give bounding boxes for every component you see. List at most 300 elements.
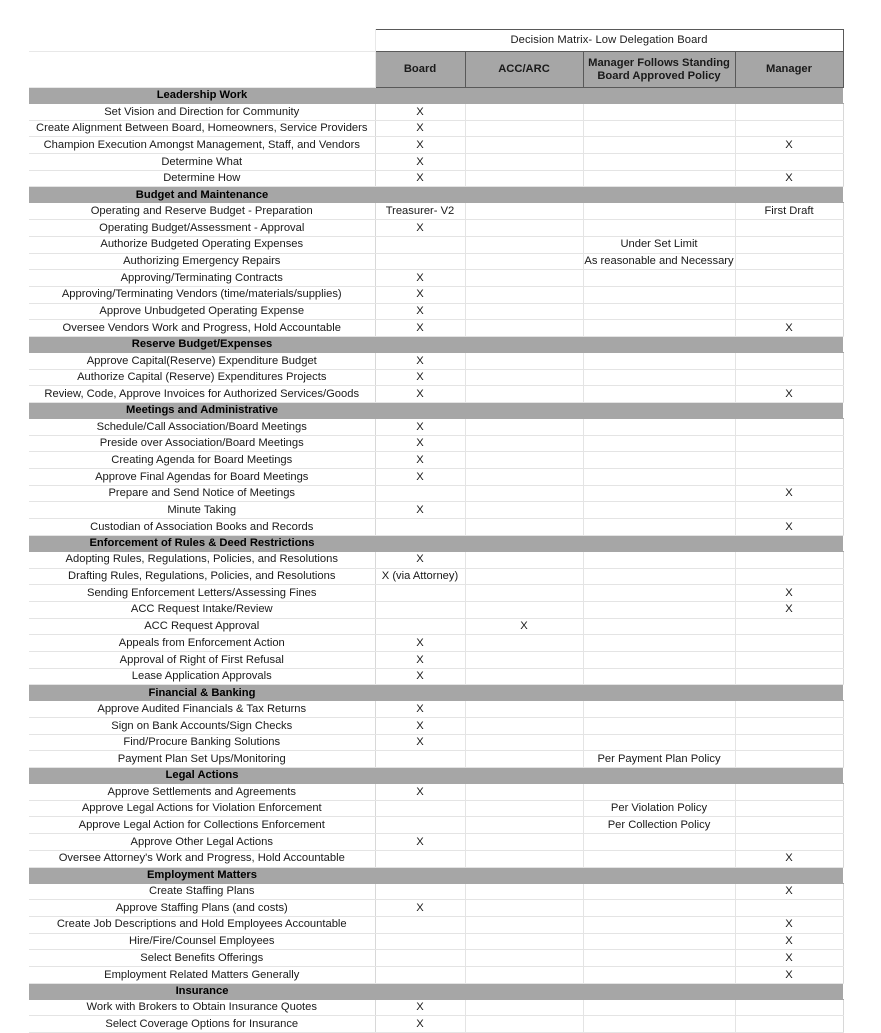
task-label: Review, Code, Approve Invoices for Authorized Services/Goods (29, 386, 375, 403)
cell-manager: X (735, 966, 843, 983)
cell-board: X (375, 435, 465, 452)
cell-board (375, 751, 465, 768)
section-band-fill (375, 336, 843, 352)
table-row (29, 834, 843, 851)
cell-policy (583, 485, 735, 502)
cell-policy (583, 618, 735, 635)
cell-board: X (375, 303, 465, 320)
task-label: Approve Legal Action for Collections Enforcement (29, 817, 375, 834)
cell-acc (465, 718, 583, 735)
cell-board: X (375, 286, 465, 303)
cell-board: X (375, 270, 465, 287)
section-title: Insurance (29, 983, 375, 999)
cell-manager (735, 452, 843, 469)
task-label: Approval of Right of First Refusal (29, 651, 375, 668)
cell-acc (465, 834, 583, 851)
task-label: Work with Brokers to Obtain Insurance Quotes (29, 999, 375, 1016)
cell-policy (583, 551, 735, 568)
cell-manager (735, 900, 843, 917)
task-label: Select Benefits Offerings (29, 950, 375, 967)
table-row (29, 320, 843, 337)
table-row (29, 452, 843, 469)
task-label: Preside over Association/Board Meetings (29, 435, 375, 452)
section-header-row (29, 336, 843, 352)
task-label: Schedule/Call Association/Board Meetings (29, 419, 375, 436)
section-header-row (29, 867, 843, 883)
cell-acc (465, 154, 583, 171)
task-label: Determine How (29, 170, 375, 187)
cell-acc (465, 800, 583, 817)
section-header-row (29, 983, 843, 999)
cell-policy (583, 519, 735, 536)
task-label: Oversee Attorney's Work and Progress, Hold Accountable (29, 850, 375, 867)
cell-manager: X (735, 916, 843, 933)
cell-manager (735, 817, 843, 834)
section-title: Employment Matters (29, 867, 375, 883)
cell-board: X (375, 154, 465, 171)
column-header-row (29, 52, 843, 88)
cell-policy (583, 701, 735, 718)
cell-policy: Per Violation Policy (583, 800, 735, 817)
cell-board: X (375, 784, 465, 801)
cell-acc (465, 485, 583, 502)
cell-manager (735, 352, 843, 369)
cell-board: X (375, 137, 465, 154)
table-row (29, 718, 843, 735)
cell-board: X (375, 320, 465, 337)
cell-manager: X (735, 933, 843, 950)
task-label: ACC Request Approval (29, 618, 375, 635)
task-label: Drafting Rules, Regulations, Policies, and Resolutions (29, 568, 375, 585)
cell-board (375, 916, 465, 933)
cell-policy (583, 303, 735, 320)
cell-policy (583, 850, 735, 867)
cell-board (375, 618, 465, 635)
cell-policy (583, 900, 735, 917)
task-label: Prepare and Send Notice of Meetings (29, 485, 375, 502)
table-row (29, 236, 843, 253)
section-title: Budget and Maintenance (29, 187, 375, 203)
section-header-row (29, 535, 843, 551)
table-row (29, 253, 843, 270)
cell-board: X (375, 120, 465, 137)
cell-acc (465, 701, 583, 718)
cell-manager (735, 154, 843, 171)
cell-policy (583, 950, 735, 967)
table-row (29, 817, 843, 834)
cell-policy (583, 651, 735, 668)
table-row (29, 170, 843, 187)
task-label: Approve Capital(Reserve) Expenditure Budget (29, 352, 375, 369)
matrix-title: Decision Matrix- Low Delegation Board (375, 30, 843, 52)
table-row (29, 883, 843, 900)
section-band-fill (375, 535, 843, 551)
cell-acc (465, 170, 583, 187)
task-label: Create Job Descriptions and Hold Employees Accountable (29, 916, 375, 933)
table-row (29, 435, 843, 452)
cell-manager (735, 718, 843, 735)
task-label: Sign on Bank Accounts/Sign Checks (29, 718, 375, 735)
cell-board (375, 601, 465, 618)
task-label: Set Vision and Direction for Community (29, 104, 375, 121)
task-label: Authorizing Emergency Repairs (29, 253, 375, 270)
cell-policy (583, 369, 735, 386)
table-row (29, 701, 843, 718)
cell-policy: Per Collection Policy (583, 817, 735, 834)
table-row (29, 800, 843, 817)
cell-manager: X (735, 170, 843, 187)
task-label: Approve Final Agendas for Board Meetings (29, 469, 375, 486)
column-header-manager[interactable]: Manager (735, 52, 843, 88)
cell-manager: X (735, 585, 843, 602)
decision-matrix-sheet (29, 29, 843, 1033)
cell-acc (465, 734, 583, 751)
cell-acc (465, 386, 583, 403)
section-header-row (29, 403, 843, 419)
task-label: Adopting Rules, Regulations, Policies, and Resolutions (29, 551, 375, 568)
cell-manager: X (735, 137, 843, 154)
task-label: Champion Execution Amongst Management, Staff, and Vendors (29, 137, 375, 154)
cell-acc (465, 635, 583, 652)
section-band-fill (375, 983, 843, 999)
cell-policy: Under Set Limit (583, 236, 735, 253)
cell-acc (465, 551, 583, 568)
cell-manager (735, 502, 843, 519)
table-row (29, 784, 843, 801)
cell-acc (465, 303, 583, 320)
task-label: Approve Unbudgeted Operating Expense (29, 303, 375, 320)
cell-manager (735, 701, 843, 718)
cell-manager (735, 236, 843, 253)
cell-policy (583, 469, 735, 486)
cell-policy (583, 270, 735, 287)
cell-acc (465, 568, 583, 585)
cell-acc (465, 817, 583, 834)
table-row (29, 900, 843, 917)
cell-acc (465, 601, 583, 618)
cell-board: X (375, 701, 465, 718)
cell-manager (735, 568, 843, 585)
cell-manager (735, 270, 843, 287)
cell-board: X (375, 734, 465, 751)
table-row (29, 751, 843, 768)
cell-acc (465, 452, 583, 469)
cell-policy (583, 320, 735, 337)
task-label: Authorize Budgeted Operating Expenses (29, 236, 375, 253)
cell-board (375, 800, 465, 817)
cell-board: X (375, 170, 465, 187)
cell-acc (465, 270, 583, 287)
section-band-fill (375, 88, 843, 104)
cell-board (375, 585, 465, 602)
cell-acc: X (465, 618, 583, 635)
cell-acc (465, 203, 583, 220)
cell-policy (583, 435, 735, 452)
task-label: Approving/Terminating Vendors (time/materials/supplies) (29, 286, 375, 303)
column-header-board[interactable]: Board (375, 52, 465, 88)
task-label: Operating and Reserve Budget - Preparation (29, 203, 375, 220)
cell-board (375, 519, 465, 536)
cell-acc (465, 883, 583, 900)
cell-acc (465, 137, 583, 154)
cell-board: Treasurer- V2 (375, 203, 465, 220)
column-header-policy[interactable]: Manager Follows Standing Board Approved Policy (583, 52, 735, 88)
cell-board (375, 850, 465, 867)
table-row (29, 485, 843, 502)
table-row (29, 369, 843, 386)
cell-board: X (375, 386, 465, 403)
cell-board: X (375, 999, 465, 1016)
table-row (29, 651, 843, 668)
cell-acc (465, 784, 583, 801)
task-label: Creating Agenda for Board Meetings (29, 452, 375, 469)
cell-policy (583, 286, 735, 303)
cell-manager (735, 104, 843, 121)
cell-acc (465, 435, 583, 452)
cell-acc (465, 369, 583, 386)
cell-acc (465, 519, 583, 536)
cell-manager (735, 784, 843, 801)
task-label: Approve Staffing Plans (and costs) (29, 900, 375, 917)
cell-acc (465, 286, 583, 303)
cell-policy (583, 784, 735, 801)
cell-manager: First Draft (735, 203, 843, 220)
cell-policy (583, 834, 735, 851)
cell-policy (583, 585, 735, 602)
table-row (29, 585, 843, 602)
column-header-acc[interactable]: ACC/ARC (465, 52, 583, 88)
matrix-title-row (29, 30, 843, 52)
section-header-row (29, 685, 843, 701)
cell-board: X (375, 635, 465, 652)
section-title: Financial & Banking (29, 685, 375, 701)
cell-policy (583, 916, 735, 933)
cell-acc (465, 900, 583, 917)
cell-acc (465, 651, 583, 668)
cell-manager: X (735, 950, 843, 967)
table-row (29, 303, 843, 320)
cell-policy (583, 452, 735, 469)
cell-acc (465, 933, 583, 950)
cell-policy (583, 203, 735, 220)
cell-acc (465, 236, 583, 253)
cell-board: X (375, 551, 465, 568)
section-title: Enforcement of Rules & Deed Restrictions (29, 535, 375, 551)
cell-manager (735, 834, 843, 851)
table-row (29, 203, 843, 220)
cell-policy (583, 137, 735, 154)
section-header-row (29, 187, 843, 203)
cell-policy (583, 718, 735, 735)
cell-acc (465, 104, 583, 121)
table-row (29, 502, 843, 519)
task-label: Find/Procure Banking Solutions (29, 734, 375, 751)
cell-policy (583, 104, 735, 121)
task-label: Create Staffing Plans (29, 883, 375, 900)
task-label: Approve Audited Financials & Tax Returns (29, 701, 375, 718)
table-row (29, 270, 843, 287)
cell-board (375, 236, 465, 253)
task-label: Approving/Terminating Contracts (29, 270, 375, 287)
cell-manager (735, 435, 843, 452)
cell-board: X (375, 1016, 465, 1033)
cell-acc (465, 668, 583, 685)
table-row (29, 469, 843, 486)
cell-acc (465, 966, 583, 983)
table-row (29, 635, 843, 652)
cell-manager (735, 734, 843, 751)
table-row (29, 220, 843, 237)
cell-acc (465, 850, 583, 867)
task-label: Approve Other Legal Actions (29, 834, 375, 851)
cell-policy (583, 966, 735, 983)
table-row (29, 419, 843, 436)
title-row-spacer (29, 30, 375, 52)
cell-board (375, 253, 465, 270)
cell-board: X (375, 220, 465, 237)
cell-policy: As reasonable and Necessary (583, 253, 735, 270)
cell-policy (583, 933, 735, 950)
table-row (29, 668, 843, 685)
cell-board: X (375, 469, 465, 486)
cell-acc (465, 352, 583, 369)
cell-manager (735, 369, 843, 386)
task-label: Lease Application Approvals (29, 668, 375, 685)
task-label: Create Alignment Between Board, Homeowners, Service Providers (29, 120, 375, 137)
cell-manager (735, 120, 843, 137)
section-title: Meetings and Administrative (29, 403, 375, 419)
task-label: Sending Enforcement Letters/Assessing Fines (29, 585, 375, 602)
section-header-row (29, 768, 843, 784)
task-label: Determine What (29, 154, 375, 171)
cell-board: X (375, 834, 465, 851)
column-header-spacer (29, 52, 375, 88)
table-row (29, 120, 843, 137)
cell-policy (583, 352, 735, 369)
cell-policy (583, 502, 735, 519)
section-band-fill (375, 768, 843, 784)
cell-manager (735, 800, 843, 817)
cell-manager (735, 419, 843, 436)
task-label: Oversee Vendors Work and Progress, Hold Accountable (29, 320, 375, 337)
cell-manager (735, 469, 843, 486)
cell-policy: Per Payment Plan Policy (583, 751, 735, 768)
cell-manager (735, 651, 843, 668)
cell-manager: X (735, 883, 843, 900)
table-row (29, 352, 843, 369)
task-label: Authorize Capital (Reserve) Expenditures Projects (29, 369, 375, 386)
cell-acc (465, 999, 583, 1016)
cell-manager (735, 635, 843, 652)
section-title: Legal Actions (29, 768, 375, 784)
cell-board (375, 485, 465, 502)
cell-policy (583, 601, 735, 618)
cell-policy (583, 154, 735, 171)
task-label: Hire/Fire/Counsel Employees (29, 933, 375, 950)
task-label: Custodian of Association Books and Records (29, 519, 375, 536)
table-row (29, 950, 843, 967)
cell-board (375, 966, 465, 983)
cell-manager (735, 668, 843, 685)
cell-acc (465, 950, 583, 967)
cell-policy (583, 668, 735, 685)
table-row (29, 999, 843, 1016)
cell-manager (735, 286, 843, 303)
table-row (29, 850, 843, 867)
cell-manager (735, 220, 843, 237)
cell-manager (735, 551, 843, 568)
cell-policy (583, 170, 735, 187)
cell-manager: X (735, 601, 843, 618)
cell-policy (583, 120, 735, 137)
table-row (29, 734, 843, 751)
decision-matrix-table (29, 29, 844, 1033)
table-row (29, 137, 843, 154)
cell-policy (583, 999, 735, 1016)
table-row (29, 601, 843, 618)
task-label: Approve Settlements and Agreements (29, 784, 375, 801)
table-row (29, 618, 843, 635)
table-row (29, 568, 843, 585)
cell-manager: X (735, 519, 843, 536)
cell-acc (465, 419, 583, 436)
cell-policy (583, 220, 735, 237)
cell-policy (583, 734, 735, 751)
table-row (29, 386, 843, 403)
cell-acc (465, 585, 583, 602)
table-row (29, 519, 843, 536)
cell-board: X (375, 452, 465, 469)
cell-acc (465, 751, 583, 768)
task-label: Employment Related Matters Generally (29, 966, 375, 983)
task-label: Operating Budget/Assessment - Approval (29, 220, 375, 237)
cell-board: X (375, 352, 465, 369)
table-row (29, 551, 843, 568)
section-band-fill (375, 867, 843, 883)
table-row (29, 933, 843, 950)
task-label: Appeals from Enforcement Action (29, 635, 375, 652)
cell-board: X (375, 502, 465, 519)
cell-acc (465, 469, 583, 486)
cell-acc (465, 220, 583, 237)
cell-policy (583, 386, 735, 403)
table-row (29, 916, 843, 933)
section-header-row (29, 88, 843, 104)
cell-board: X (375, 369, 465, 386)
task-label: Payment Plan Set Ups/Monitoring (29, 751, 375, 768)
cell-manager (735, 303, 843, 320)
cell-board: X (375, 668, 465, 685)
cell-manager: X (735, 485, 843, 502)
cell-manager: X (735, 850, 843, 867)
section-title: Leadership Work (29, 88, 375, 104)
cell-acc (465, 320, 583, 337)
section-title: Reserve Budget/Expenses (29, 336, 375, 352)
cell-manager: X (735, 386, 843, 403)
table-row (29, 286, 843, 303)
cell-policy (583, 568, 735, 585)
cell-policy (583, 419, 735, 436)
cell-acc (465, 502, 583, 519)
task-label: Approve Legal Actions for Violation Enforcement (29, 800, 375, 817)
cell-acc (465, 120, 583, 137)
cell-acc (465, 916, 583, 933)
cell-board (375, 817, 465, 834)
section-band-fill (375, 403, 843, 419)
cell-manager (735, 253, 843, 270)
cell-board: X (375, 104, 465, 121)
cell-board: X (via Attorney) (375, 568, 465, 585)
